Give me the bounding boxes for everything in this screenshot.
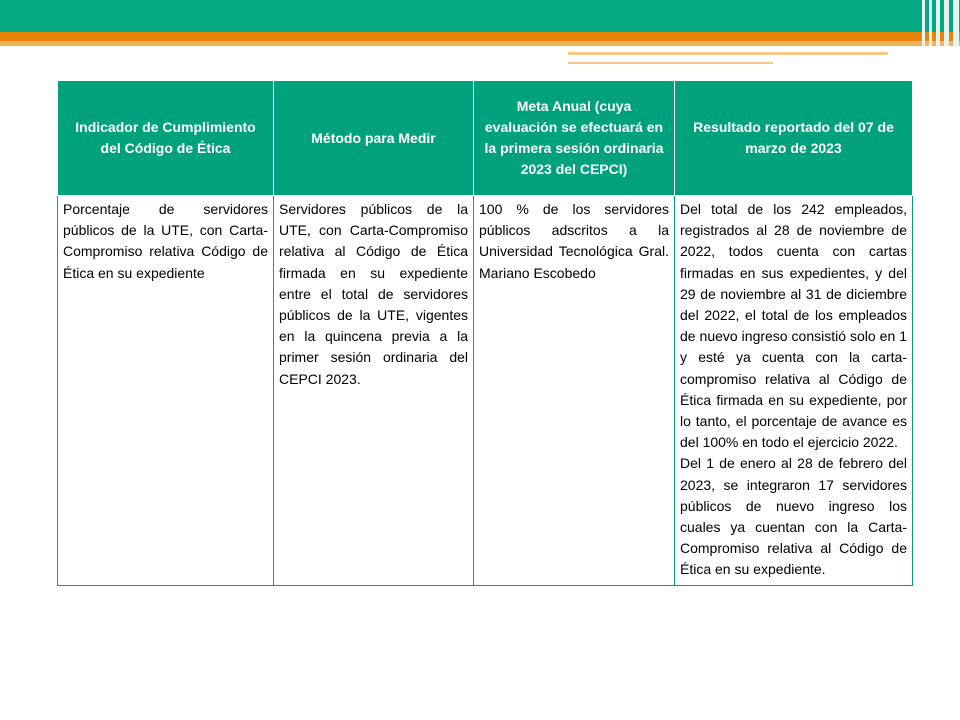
decorative-stripes (920, 0, 960, 46)
cell-meta: 100 % de los servidores públicos adscritos a la Universidad Tecnológica Gral. Mariano Escobedo (474, 196, 675, 586)
table-row (58, 196, 913, 586)
header-indicador: Indicador de Cumplimiento del Código de Ética (58, 81, 274, 196)
ethics-code-table (57, 80, 913, 586)
header-metodo: Método para Medir (274, 81, 474, 196)
header-band-green (0, 0, 960, 32)
resultado-paragraph-2023: Del 1 de enero al 28 de febrero del 2023, se integraron 17 servidores públicos de nuevo ingreso los cuales ya cuentan con la Carta-Compromiso relativa al Código de Ética en su expediente. (680, 455, 907, 578)
header-band-orange-light (0, 41, 960, 46)
cell-indicador: Porcentaje de servidores públicos de la UTE, con Carta-Compromiso relativa Código de Ética en su expediente (58, 196, 274, 586)
accent-line (568, 62, 773, 64)
cell-resultado (675, 196, 913, 586)
ethics-code-table-container (57, 80, 912, 586)
table-header-row (58, 81, 913, 196)
header-resultado: Resultado reportado del 07 de marzo de 2023 (675, 81, 913, 196)
cell-metodo: Servidores públicos de la UTE, con Carta-Compromiso relativa al Código de Ética firmada en su expediente entre el total de servidores públicos de la UTE, vigentes en la quincena previa a la primer sesión ordinaria del CEPCI 2023. (274, 196, 474, 586)
header-band-orange (0, 32, 960, 41)
header-meta-anual: Meta Anual (cuya evaluación se efectuará en la primera sesión ordinaria 2023 del CEPCI) (474, 81, 675, 196)
accent-line (568, 52, 888, 55)
resultado-paragraph-2022: Del total de los 242 empleados, registrados al 28 de noviembre de 2022, todos cuenta con cartas firmadas en sus expedientes, y del 29 de noviembre al 31 de diciembre del 2022, el total de los empleados de nuevo ingreso consistió solo en 1 y esté ya cuenta con la carta-compromiso relativa al Código de Ética firmada en su expediente, por lo tanto, el porcentaje de avance es del 100% en todo el ejercicio 2022. (680, 201, 907, 451)
